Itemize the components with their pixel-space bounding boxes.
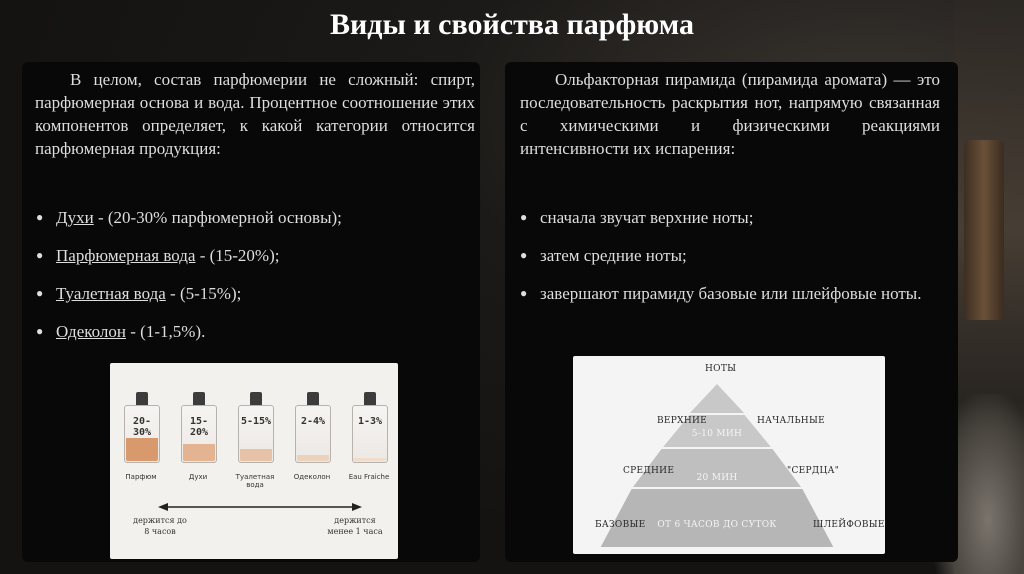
- bottle-name: Eau Fraiche: [348, 473, 390, 481]
- category-name: Туалетная вода: [56, 284, 166, 303]
- bottle-percent: 2-4%: [300, 416, 326, 427]
- perfume-bottle: [352, 405, 388, 463]
- category-name: Духи: [56, 208, 94, 227]
- category-detail: - (1-1,5%).: [126, 322, 206, 341]
- tier3-time: ОТ 6 ЧАСОВ ДО СУТОК: [657, 520, 777, 530]
- bullet-icon: ●: [36, 324, 44, 338]
- tier3-right-label: ШЛЕЙФОВЫЕ: [813, 520, 885, 530]
- perfume-bottle: [124, 405, 160, 463]
- perfume-bottle: [295, 405, 331, 463]
- tier2-left-label: СРЕДНИЕ: [623, 466, 675, 476]
- list-item: [28, 282, 468, 305]
- category-name: Одеколон: [56, 322, 127, 341]
- list-item: [512, 276, 940, 311]
- tier2-time: 20 МИН: [696, 473, 738, 483]
- hold-short-label: держится менее 1 часа: [327, 516, 383, 536]
- arrow-left-head-icon: [158, 503, 168, 511]
- duration-arrow: [110, 497, 398, 517]
- right-intro: [520, 68, 940, 160]
- bottle-liquid: [297, 455, 329, 461]
- bullet-icon: ●: [520, 210, 528, 224]
- bottle-cap: [364, 392, 376, 405]
- bottle-liquid: [354, 458, 386, 461]
- tier3-left-label: БАЗОВЫЕ: [595, 520, 646, 530]
- bottle-percent: 5-15%: [240, 416, 272, 427]
- arrow-right-head-icon: [352, 503, 362, 511]
- left-intro: [35, 68, 475, 160]
- hold-long-label: держится до 8 часов: [133, 516, 187, 536]
- bottle-liquid: [126, 438, 158, 461]
- pyramid-tier-3: [599, 488, 835, 548]
- slide-title: Виды и свойства парфюма: [329, 8, 694, 41]
- bottle-name: Туалетная вода: [235, 473, 275, 489]
- perfume-bottle: [238, 405, 274, 463]
- bullet-icon: ●: [520, 286, 528, 300]
- tier1-right-label: НАЧАЛЬНЫЕ: [757, 416, 825, 426]
- bottle-liquid: [183, 444, 215, 461]
- list-item: [512, 244, 940, 267]
- bullet-icon: ●: [520, 248, 528, 262]
- category-detail: - (20-30% парфюмерной основы);: [93, 208, 342, 227]
- tier1-time: 5-10 МИН: [691, 429, 743, 439]
- left-intro-text: В целом, состав парфюмерии не сложный: спирт, парфюмерная основа и вода. Процентное соотношение этих компонентов определяет, к какой категории относится парфюмерная продукция:: [35, 70, 475, 158]
- list-item: [28, 206, 468, 229]
- note-stage: сначала звучат верхние ноты;: [540, 208, 754, 227]
- perfume-bottle: [181, 405, 217, 463]
- right-intro-text: Ольфакторная пирамида (пирамида аромата) — это последовательность раскрытия нот, напрямую связанная с химическими и физическими реакциями интенсивности их испарения:: [520, 70, 940, 158]
- background-bottle: [964, 140, 1004, 320]
- concentration-figure: [110, 363, 398, 559]
- bottle-name: Парфюм: [125, 473, 157, 481]
- pyramid-tier-top: [689, 384, 745, 414]
- bullet-icon: ●: [36, 210, 44, 224]
- bottle-name: Духи: [188, 473, 208, 481]
- note-stage: затем средние ноты;: [540, 246, 687, 265]
- tier1-left-label: ВЕРХНИЕ: [657, 416, 708, 426]
- bottle-percent: 20-30%: [132, 416, 152, 438]
- note-stage: завершают пирамиду базовые или шлейфовые ноты.: [540, 284, 922, 303]
- category-name: Парфюмерная вода: [56, 246, 196, 265]
- bottle-name: Одеколон: [293, 473, 331, 481]
- left-bullet-list: [28, 206, 468, 343]
- olfactory-pyramid-figure: [573, 356, 885, 554]
- list-item: [28, 320, 468, 343]
- list-item: [512, 206, 940, 229]
- bottle-percent: 15-20%: [189, 416, 209, 438]
- bottle-cap: [136, 392, 148, 405]
- tier2-right-label: "СЕРДЦА": [787, 466, 840, 476]
- bottle-cap: [250, 392, 262, 405]
- bottle-percent: 1-3%: [357, 416, 383, 427]
- category-detail: - (5-15%);: [165, 284, 242, 303]
- bottle-cap: [307, 392, 319, 405]
- list-item: [28, 244, 468, 267]
- right-bullet-list: [512, 206, 940, 311]
- pyramid-top-label: НОТЫ: [705, 364, 737, 374]
- bottle-liquid: [240, 449, 272, 461]
- bottle-cap: [193, 392, 205, 405]
- bullet-icon: ●: [36, 286, 44, 300]
- bullet-icon: ●: [36, 248, 44, 262]
- category-detail: - (15-20%);: [195, 246, 280, 265]
